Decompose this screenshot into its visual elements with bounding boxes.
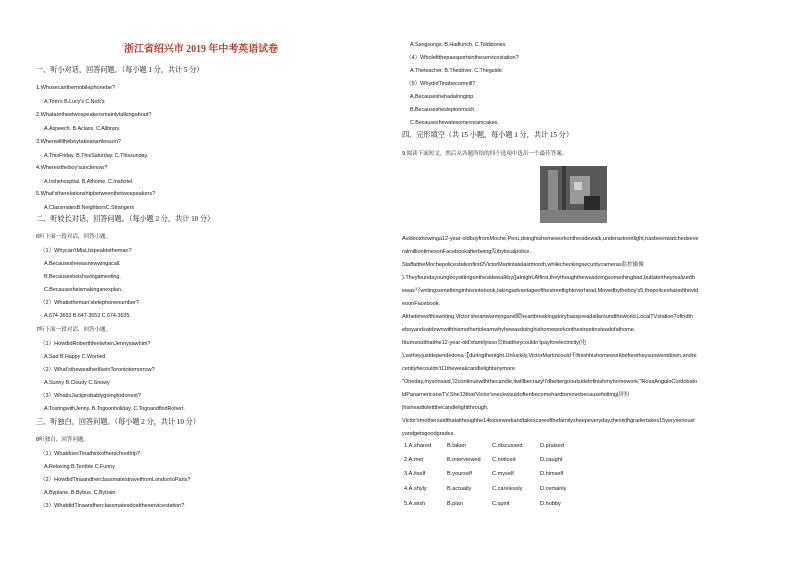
passage-line: ldPanamericanaTV.She13that'Victor'sneckwouldoftenbecomehardtomovebecausefsitting|拼扮 [402,392,630,398]
passage-line: ewas写writingsomethinginhisnotebook,takingadvantageofthestreetlightoverhead.Movedbytheboy's5,thepolicesharedthevid [402,288,699,294]
s3-q5: （5）WhydidTinabecomeill? [406,81,476,87]
passage-line: centlyhecouldn't11theweakcandlelightanymore. [402,366,517,372]
passage-line: StaffattheMochepolicestationfirst2VictorMartinlatelastmonth,whilecheckingsecuritycameras监控摄像 [402,262,644,268]
option: B.taken [447,443,466,449]
s3-q5-a: A.Becauseshehadalongtrip. [410,94,475,100]
s3-q3-options: A.Sangsongs. B.Hadlunch. C.Toldstories. [410,42,507,48]
passage-line: ).Theyfoundayoungboysittingonthesidewalkby(]atnight.Atfirst,theythoughthewasdoingsomethingbad,butlatertheyrealizedh [402,275,695,281]
passage-line: eboyandsatdownwithhismothertolearnwhyhewasdoinghishomeworkonthestreetinsteadofathome. [402,327,636,333]
passage-line: Victor'smothersaidthatalthoughhe14toourworkandtakescareofthefamilysheepeveryday,thesixthgradertakes15veryseriousl [402,418,695,424]
section2-instr6: 6听下面一段对话，回答小题。 [36,234,112,240]
option: B.actually [447,486,472,492]
section3-header: 三、听独白，回答问题。（每小题 2 分，共计 10 分） [36,418,200,426]
option: 4.A.shyly [404,486,427,492]
section4-instr9: 9.阅读下面短文，然后从各题所给的四个选项中选出一个最佳答案。 [402,151,568,157]
passage-photo [540,166,607,223]
question-4: 4.Whereistheboy'sunclenow? [36,165,108,171]
option: D.certainly [540,486,567,492]
s3-q1: （1）WhatdoesTinathinkofherschooltrip? [40,451,140,457]
s2-q3-options: A.Sad B.Happy C.Worried [44,354,106,360]
passage-line: Atthetimeofthiswriting,Victor'sheartwarmingand暖heartbreakingstoryhasspreadallaroundtheworld.LocalTVstation7ofindth [402,314,693,320]
option: 5.A.wish [404,501,426,507]
s3-q4: （4）Wholeftthepassportsintheservicestation? [406,55,519,61]
page-title: 浙江省绍兴市 2019 年中考英语试卷 [124,44,279,55]
option: D.caught [540,457,563,463]
s3-q2-options: A.Byplane. B.Bybus. C.Bytrain. [44,490,117,496]
option: C.spirit [492,501,510,507]
option: 3.A.itself [404,471,426,477]
section3-instr8: 8听独白，回答问题。 [36,437,89,443]
passage-line: Avideoshowinga12-year-oldboyfromMoche,Peru,doinghishomeworkonthesidewalk,underastreetlight,hasbeenwatchedseve [402,236,699,242]
s2-q1-a: A.Becauseshewasnewwingacall. [44,261,121,267]
s3-q1-options: A.Relaxing B.Terrible C.Funny [44,464,115,470]
passage-line: ),sotheyjustdependedona【duringthenight.Unluckily,VictorMartincould不finishhishomeworkbeforetheysunwentdown,andre [402,353,697,359]
s3-q5-c: C.Becauseshewatesomecreamcakes. [410,120,499,126]
section2-instr7: 7听下面一段对话，回答小题。 [36,327,112,333]
option: 1.A.shared [404,443,432,449]
s2-q4-options: A.Sunny B.Cloudy C.Snowy [44,380,110,386]
option: B.interviewed [447,457,481,463]
option: B.plan [447,501,463,507]
section2-header: 二、听较长对话，回答问题。（每小题 2 分，共计 10 分） [36,215,215,223]
option: C.noticed [492,457,516,463]
question-1: 1.Whosecanthemobilephonebe? [36,85,115,91]
passage-line: |hisheadtolettthecandlelightthrough. [402,405,489,411]
question-3: 3.Whenwilltheboytakeanartlesson? [36,139,121,145]
s3-q4-options: A.Theteacher. B.Thedriver. C.Theguide. [410,68,504,74]
question-4-options: A.Inthehospital. B.Athome. C.Inahotel. [44,179,134,185]
question-3-options: A.ThisFriday. B.ThisSaturday. C.Thissunday. [44,153,149,159]
option: C.carelessly [492,486,523,492]
section4-header: 四、完形填空（共 15 小题，每小题 1 分，共计 15 分） [402,131,573,139]
section1-header: 一、听小对话，回答问题。（每小题 1 分，共计 5 分） [36,66,204,74]
passage-line: yandgetsgoodgrades. [402,431,455,437]
question-2: 2.Whataretheetwospeakersmainlytalkingabout? [36,112,152,118]
s3-q5-b: B.Becauseshesleptoomuch. [410,107,476,113]
passage-line: "Oneday,mysonsaid,'I2continuewiththecandle,itwillbecrazy!I'dbettergooutsidetofinishmyhomework,"RosaAnguloCordobato [402,379,698,385]
s2-q5: （3）WhatisJackprobablygoingtodonext? [40,393,141,399]
option: D.hobby [540,501,561,507]
s3-q2: （2）HowdidTinaandherclassmatestravelfromLondontoParis? [40,477,191,483]
s2-q1: （1）Whycan'tMisLitspeaktotheman? [40,248,132,254]
s2-q2: （2）Whatistheman'stelephonenumber? [40,300,139,306]
s2-q1-c: C.Becausesheismakinganexplan. [44,287,123,293]
option: D.himself [540,471,564,477]
question-1-options: A.Tom's B.Lucy's C.Nick's [44,99,105,105]
s2-q4: （2）What'stheweatherlikeinTorontotomorrow? [40,367,155,373]
passage-line: ralmilliontimesonFacebookafterbeing发ibylocalpolice. [402,249,531,255]
question-5: 5.What'stherelationshipbetweenthetwospeakers? [36,191,156,197]
option: B.yourself [447,471,472,477]
s3-q3: （3）WhatdidTinaandherclassmatesdoattheservicestation? [40,503,185,509]
passage-line: Itturnsoutthatthe12-year-old'sfamilyisso贫thattheycouldn'tpayforelectricity(电 [402,340,587,346]
option: 2.A.met [404,457,424,463]
option: C.discussed [492,443,523,449]
passage-line: eoonFacebook. [402,301,440,307]
s2-q5-options: A.TostingwithJenny. B.Togoonholiday. C.TogoandfindRobert. [44,406,185,412]
option: C.myself [492,471,514,477]
question-2-options: A.Aspeech. B.Aclass. C.Alibrary. [44,126,121,132]
s2-q1-b: B.Becausesheishavingameeting. [44,274,121,280]
s2-q3: （1）HowdidRoberthfeelwhenJennysawhim? [40,341,151,347]
s2-q2-options: A.674-3653 B.647-3653 C.674-3635. [44,313,131,319]
question-5-options: A.ClassmatesB.NeighborsC.Strangers [44,205,134,211]
option: D.praised [540,443,564,449]
